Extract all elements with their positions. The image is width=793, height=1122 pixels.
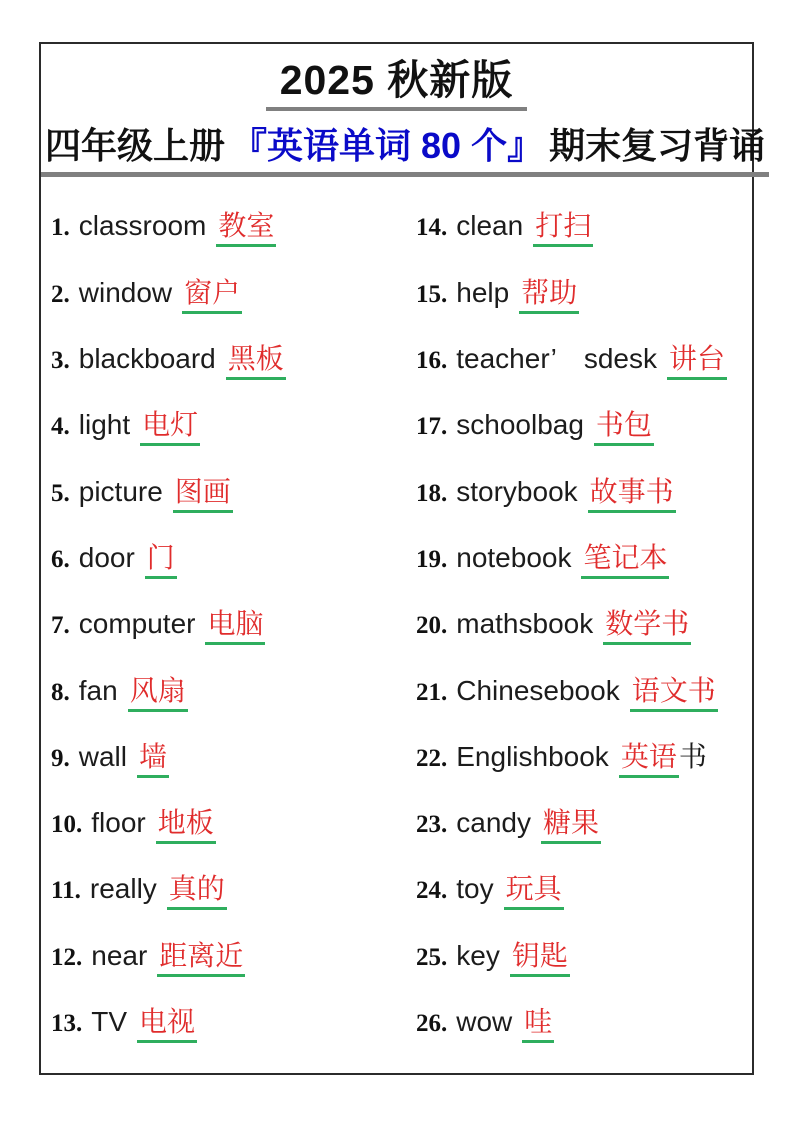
list-item [41, 939, 406, 971]
item-chinese: 黑板 [226, 343, 286, 380]
item-number: 26. [416, 1010, 448, 1038]
item-english: fan [78, 674, 118, 706]
item-english: mathsbook [456, 608, 594, 640]
subtitle-part1: 四年级上册 [45, 125, 226, 167]
list-item [406, 674, 752, 706]
list-item [41, 674, 406, 706]
list-item [41, 475, 406, 507]
item-english: candy [456, 807, 531, 839]
item-chinese: 书包 [594, 409, 654, 446]
item-english: Chinesebook [456, 674, 620, 706]
list-item [406, 541, 752, 573]
word-list [41, 193, 752, 1055]
list-item [406, 411, 752, 439]
item-chinese: 笔记本 [581, 542, 669, 579]
page-title: 2025 秋新版 [266, 57, 528, 111]
item-english: notebook [456, 541, 572, 573]
item-number: 1. [51, 214, 70, 242]
item-chinese: 窗户 [182, 277, 242, 314]
list-item [406, 345, 752, 373]
item-chinese: 玩具 [504, 873, 564, 910]
item-number: 25. [416, 943, 448, 971]
list-item [41, 345, 406, 373]
item-number: 23. [416, 811, 448, 839]
list-item [406, 475, 752, 507]
item-chinese: 语文书 [630, 675, 718, 712]
item-english: near [91, 939, 148, 971]
item-number: 2. [51, 280, 70, 308]
item-number: 6. [51, 545, 70, 573]
list-item [406, 740, 752, 772]
item-number: 16. [416, 347, 448, 375]
item-english: picture [78, 475, 163, 507]
item-chinese: 距离近 [157, 940, 245, 977]
item-number: 18. [416, 479, 448, 507]
item-chinese: 电脑 [205, 608, 265, 645]
item-chinese: 门 [145, 542, 177, 579]
item-number: 9. [51, 744, 70, 772]
list-item [41, 740, 406, 772]
title-block [41, 44, 766, 177]
item-number: 21. [416, 678, 448, 706]
list-item [41, 875, 406, 903]
item-chinese: 教室 [216, 210, 276, 247]
item-english: blackboard [78, 343, 216, 375]
item-number: 10. [51, 811, 83, 839]
item-english: really [89, 873, 157, 905]
item-english: teacher’ sdesk [456, 343, 658, 375]
list-item [41, 411, 406, 439]
item-english: schoolbag [456, 409, 584, 441]
item-english: window [78, 276, 173, 308]
item-number: 5. [51, 479, 70, 507]
item-number: 7. [51, 612, 70, 640]
item-chinese: 墙 [137, 741, 169, 778]
page-subtitle [41, 124, 769, 177]
list-item [41, 212, 406, 240]
item-chinese: 风扇 [128, 675, 188, 712]
item-chinese: 打扫 [533, 210, 593, 247]
item-number: 12. [51, 943, 83, 971]
item-english: clean [456, 210, 524, 242]
list-item [41, 541, 406, 573]
item-english: storybook [456, 475, 578, 507]
list-item [406, 212, 752, 240]
item-chinese: 英语 [619, 741, 679, 778]
item-chinese: 哇 [522, 1006, 554, 1043]
list-item [406, 276, 752, 308]
item-english: wow [456, 1006, 513, 1038]
list-item [406, 939, 752, 971]
item-number: 4. [51, 413, 70, 441]
item-number: 19. [416, 545, 448, 573]
list-item [406, 610, 752, 638]
item-chinese: 钥匙 [510, 940, 570, 977]
item-chinese-plain: 书 [678, 740, 707, 772]
item-english: key [456, 939, 500, 971]
item-number: 15. [416, 280, 448, 308]
item-chinese: 图画 [173, 476, 233, 513]
item-chinese: 地板 [156, 807, 216, 844]
item-english: door [78, 541, 135, 573]
item-english: classroom [78, 210, 207, 242]
item-chinese: 故事书 [588, 476, 676, 513]
item-number: 24. [416, 877, 448, 905]
item-number: 8. [51, 678, 70, 706]
list-item [41, 610, 406, 638]
item-chinese: 电视 [137, 1006, 197, 1043]
item-chinese: 帮助 [519, 277, 579, 314]
subtitle-highlight: 『英语单词 80 个』 [231, 125, 544, 167]
item-english: light [78, 409, 131, 441]
list-item [41, 809, 406, 837]
item-english: help [456, 276, 510, 308]
item-chinese: 数学书 [603, 608, 691, 645]
item-chinese: 电灯 [140, 409, 200, 446]
list-item [41, 1008, 406, 1036]
item-number: 22. [416, 744, 448, 772]
item-english: TV [91, 1006, 128, 1038]
item-number: 20. [416, 612, 448, 640]
item-chinese: 讲台 [667, 343, 727, 380]
item-number: 14. [416, 214, 448, 242]
item-english: toy [456, 873, 494, 905]
item-english: wall [78, 740, 127, 772]
item-english: Englishbook [456, 740, 609, 772]
list-item [41, 276, 406, 308]
list-item [406, 1008, 752, 1036]
item-number: 17. [416, 413, 448, 441]
list-item [406, 809, 752, 837]
item-chinese: 糖果 [541, 807, 601, 844]
item-english: floor [91, 807, 146, 839]
page-frame [39, 42, 766, 1075]
list-item [406, 875, 752, 903]
item-number: 3. [51, 347, 70, 375]
item-chinese: 真的 [167, 873, 227, 910]
item-number: 13. [51, 1010, 83, 1038]
item-number: 11. [51, 877, 81, 905]
subtitle-part2: 期末复习背诵 [549, 125, 766, 167]
item-english: computer [78, 608, 196, 640]
